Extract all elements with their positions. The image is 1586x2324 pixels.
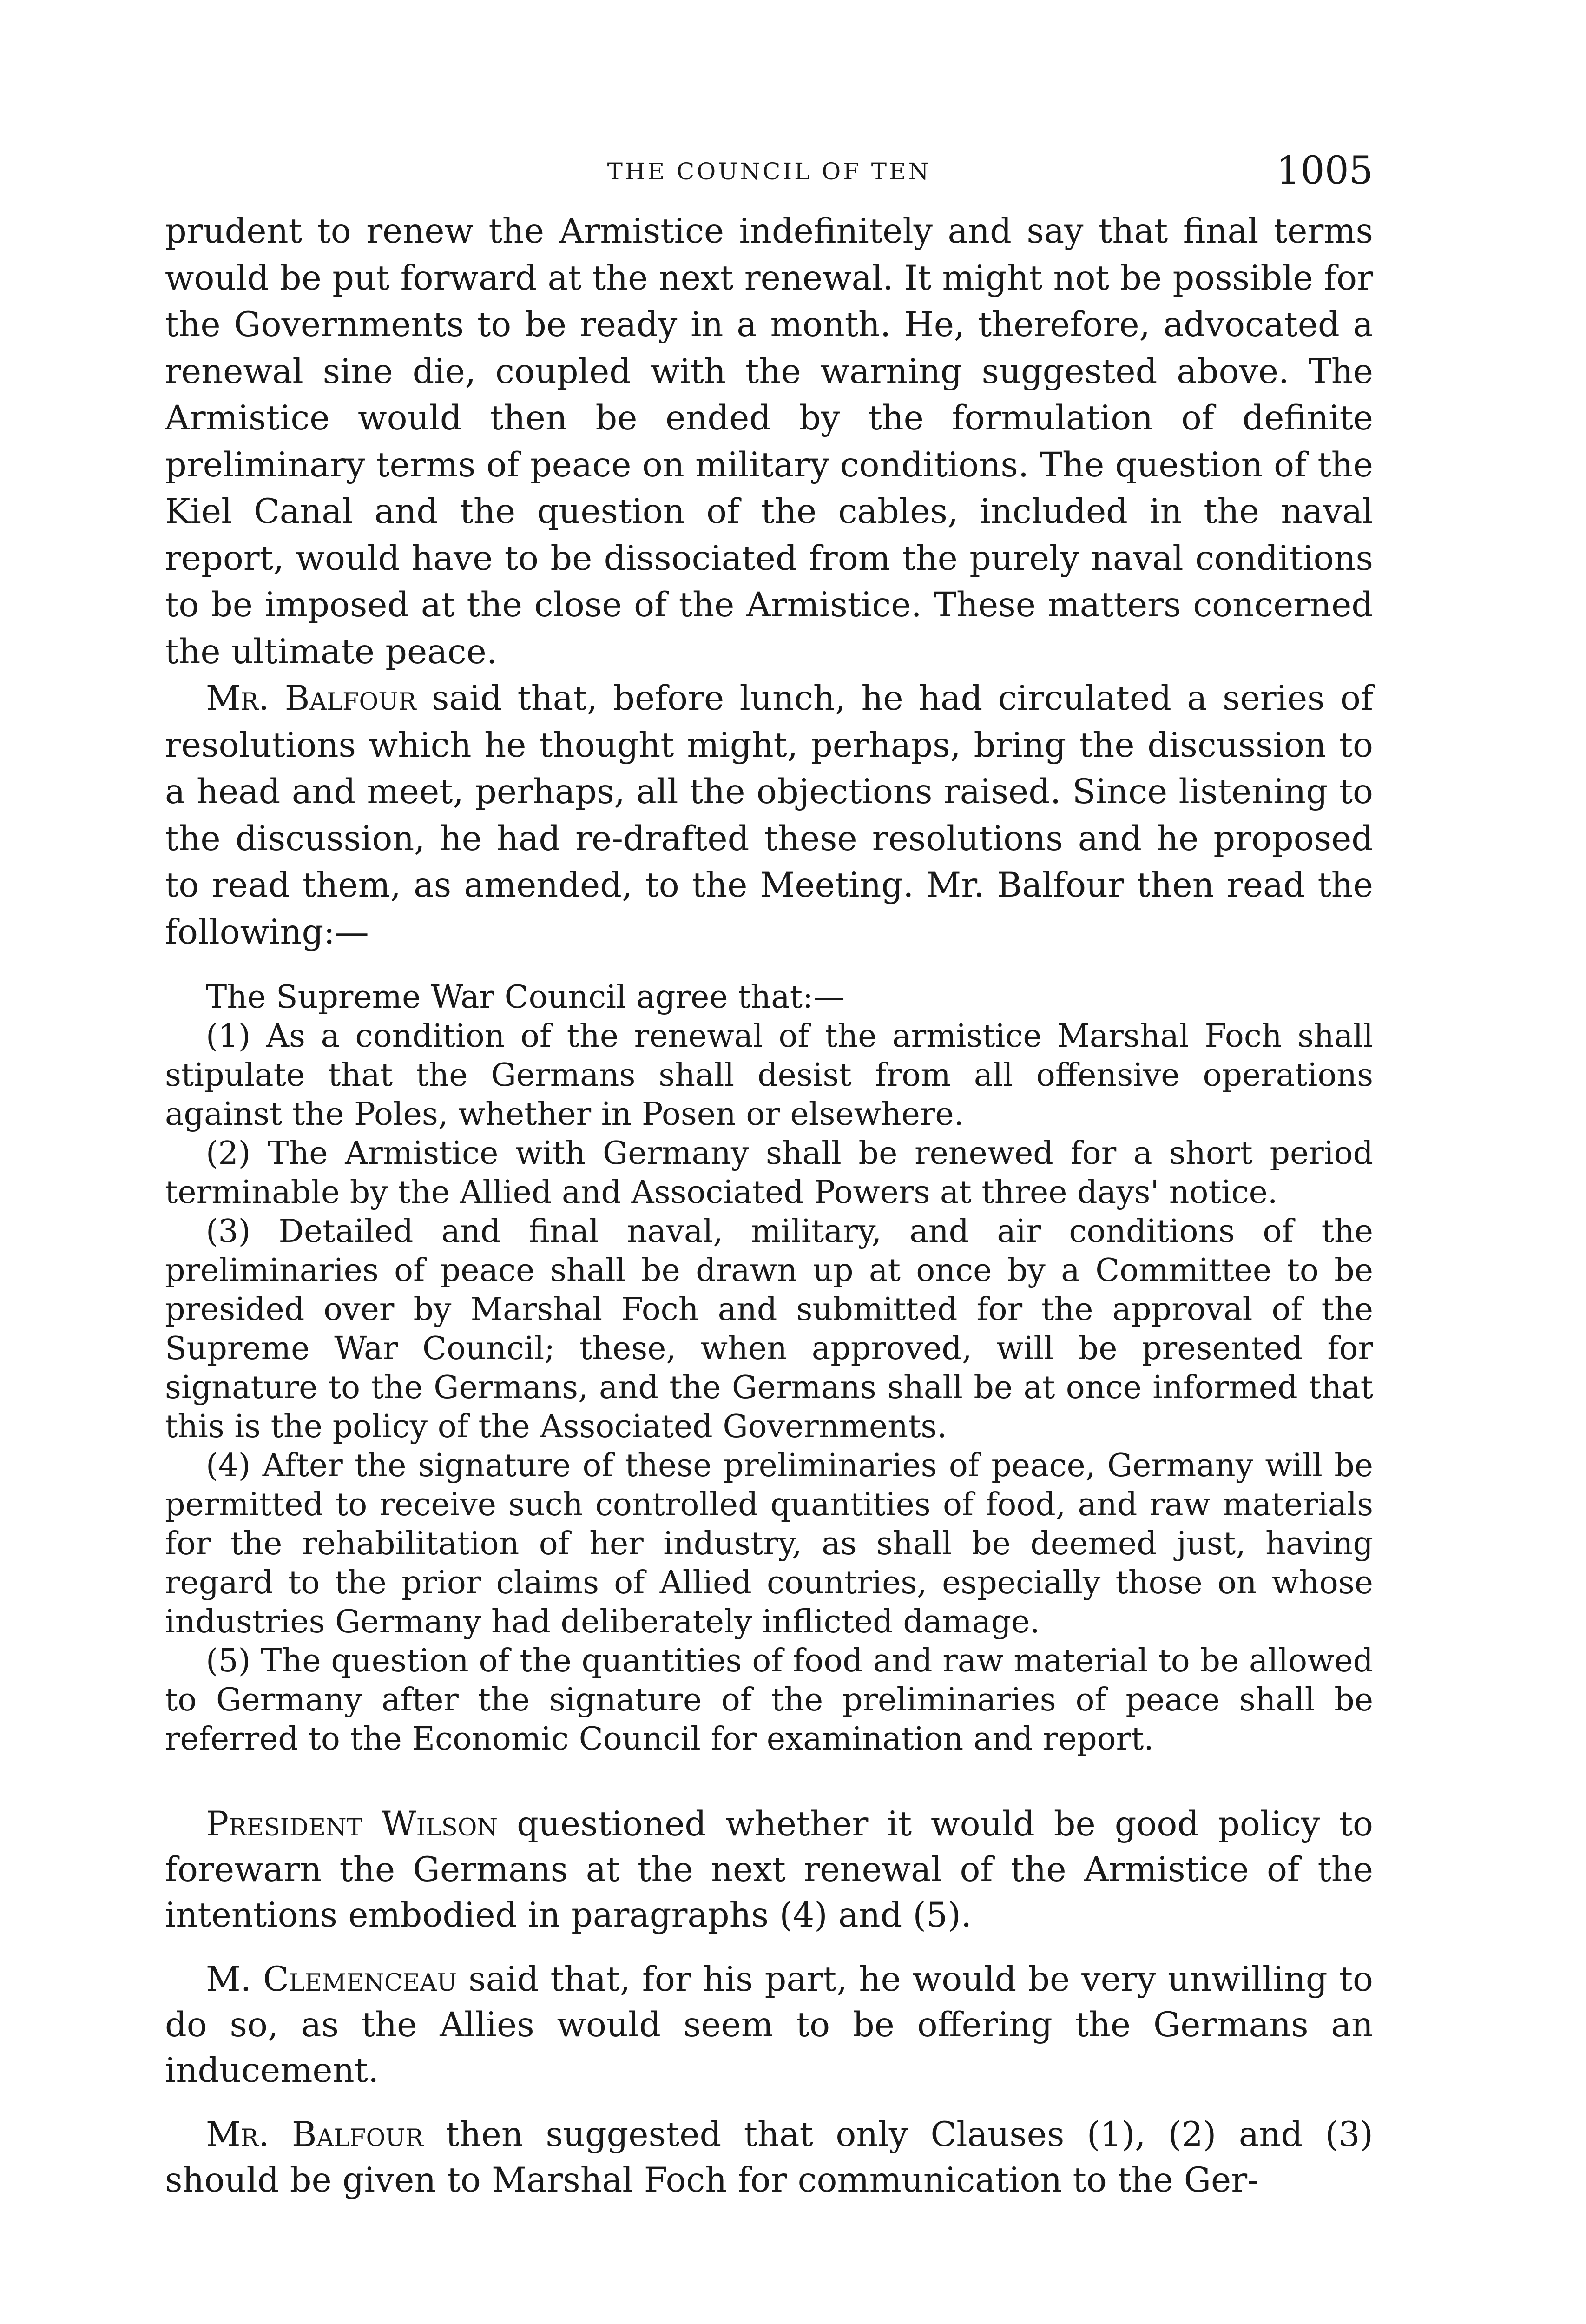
page-number: 1005 [1276,149,1373,193]
balfour-suggestion-paragraph [165,2112,1373,2203]
wilson-paragraph [165,1802,1373,1938]
running-head [165,139,1373,200]
clemenceau-paragraph [165,1957,1373,2093]
book-page [165,139,1373,2222]
body-text [165,208,1373,956]
resolutions-block [165,978,1373,1759]
opening-paragraph: prudent to renew the Armistice indefinitely and say that final terms would be put forward at the next renewal. It might not be possible for the Governments to be ready in a month. He, therefore, advocated a renewal sine die, coupled with the warning suggested above. The Armistice would then be ended by the formulation of definite preliminary terms of peace on military conditions. The question of the Kiel Canal and the question of the cables, included in the naval report, would have to be dissociated from the purely naval conditions to be imposed at the close of the Armistice. These matters concerned the ultimate peace. [165,211,1373,672]
speaker-name: Mr. Balfour [206,2115,423,2154]
paragraph-text: said that, before lunch, he had circulated a series of resolutions which he thought might, perhaps, bring the discussion to a head and meet, perhaps, all the objections raised. Since listening to the discussion, he had re-drafted these resolutions and he proposed to read them, as amended, to the Meeting. Mr. Balfour then read the following:— [165,679,1373,952]
resolution-clause-3: (3) Detailed and final naval, military, and air conditions of the preliminaries of peace shall be drawn up at once by a Committee to be presided over by Marshal Foch and submitted for the approval of the Supreme War Council; these, when approved, will be presented for signature to the Germans, and the Germans shall be at once informed that this is the policy of the Associated Governments. [165,1213,1373,1445]
speaker-name: M. Clemenceau [206,1960,457,1999]
discussion-block [165,1802,1373,2203]
resolution-clause-5: (5) The question of the quantities of food and raw material to be allowed to Germany after the signature of the preliminaries of peace shall be referred to the Economic Council for examination and report. [165,1643,1373,1757]
resolution-clause-4: (4) After the signature of these preliminaries of peace, Germany will be permitted to receive such controlled quantities of food, and raw materials for the rehabilitation of her industry, as shall be deemed just, having regard to the prior claims of Allied countries, especially those on whose industries Germany had deliberately inflicted damage. [165,1447,1373,1640]
paragraph-text: said that, for his part, he would be very unwilling to do so, as the Allies would seem to be offering the Germans an inducement. [165,1960,1373,2090]
running-title: THE COUNCIL OF TEN [607,158,931,185]
speaker-name: President Wilson [206,1804,498,1844]
balfour-intro-paragraph [165,675,1373,956]
paragraph-text: questioned whether it would be good policy to forewarn the Germans at the next renewal of the Armistice of the intentions embodied in paragraphs (4) and (5). [165,1804,1373,1935]
paragraph-text: then suggested that only Clauses (1), (2) and (3) should be given to Marshal Foch for communication to the Ger- [165,2115,1373,2200]
resolutions-intro: The Supreme War Council agree that:— [206,979,845,1016]
resolution-clause-2: (2) The Armistice with Germany shall be renewed for a short period terminable by the Allied and Associated Powers at three days' notice. [165,1135,1373,1211]
resolution-clause-1: (1) As a condition of the renewal of the armistice Marshal Foch shall stipulate that the Germans shall desist from all offensive operations against the Poles, whether in Posen or elsewhere. [165,1018,1373,1133]
speaker-name: Mr. Balfour [206,679,416,718]
